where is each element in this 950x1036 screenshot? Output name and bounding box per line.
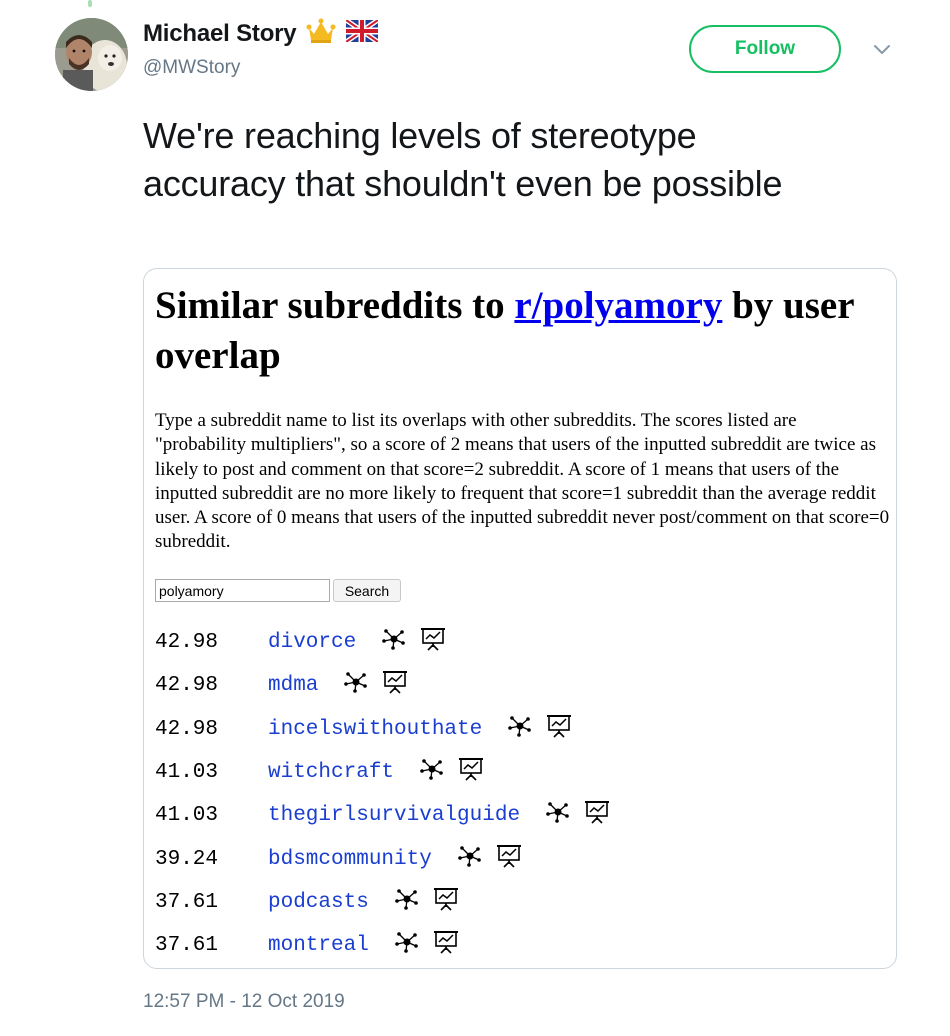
result-row: [155, 881, 623, 924]
presentation-chart-icon[interactable]: [420, 627, 446, 658]
tweet-timestamp[interactable]: 12:57 PM - 12 Oct 2019: [143, 991, 345, 1012]
result-row: [155, 794, 623, 837]
result-actions: [507, 714, 585, 745]
network-graph-icon[interactable]: [343, 671, 369, 700]
result-subreddit-link[interactable]: thegirlsurvivalguide: [268, 804, 521, 828]
author-display-name[interactable]: Michael Story: [143, 19, 297, 47]
follow-button[interactable]: Follow: [689, 25, 841, 73]
presentation-chart-icon[interactable]: [496, 844, 522, 875]
result-actions: [545, 800, 623, 831]
result-row: [155, 837, 623, 880]
result-actions: [343, 670, 421, 701]
network-graph-icon[interactable]: [381, 628, 407, 657]
presentation-chart-icon[interactable]: [584, 800, 610, 831]
result-score: 39.24: [155, 847, 219, 871]
author-name-row: [143, 18, 378, 49]
avatar[interactable]: [55, 18, 128, 91]
card-description: Type a subreddit name to list its overlaps with other subreddits. The scores listed are "probability multipliers", so a score of 2 means that users of the inputted subreddit are twice as likely to post and comment on that score=2 subreddit. A score of 1 means that users of the inputted subreddit are no more likely to frequent that score=1 subreddit than the average reddit user. A score of 0 means that users of the inputted subreddit never post/comment on that score=0 subreddit.: [155, 410, 890, 553]
result-row: [155, 751, 623, 794]
result-actions: [394, 887, 472, 918]
presentation-chart-icon[interactable]: [458, 757, 484, 788]
result-actions: [394, 930, 472, 961]
result-subreddit-link[interactable]: divorce: [268, 631, 357, 655]
card-title-prefix: Similar subreddits to: [155, 284, 515, 327]
network-graph-icon[interactable]: [457, 845, 483, 874]
presentation-chart-icon[interactable]: [546, 714, 572, 745]
results-list: [155, 621, 623, 967]
presentation-chart-icon[interactable]: [433, 887, 459, 918]
result-row: [155, 621, 623, 664]
subreddit-search-input[interactable]: [155, 579, 330, 602]
thread-connector-line: [88, 0, 92, 7]
result-row: [155, 708, 623, 751]
result-actions: [381, 627, 459, 658]
result-row: [155, 924, 623, 967]
network-graph-icon[interactable]: [394, 931, 420, 960]
network-graph-icon[interactable]: [394, 888, 420, 917]
result-subreddit-link[interactable]: incelswithouthate: [268, 717, 483, 741]
card-title: [155, 281, 875, 381]
result-subreddit-link[interactable]: montreal: [268, 934, 369, 958]
network-graph-icon[interactable]: [419, 758, 445, 787]
result-score: 37.61: [155, 934, 219, 958]
crown-emoji-icon: [306, 18, 336, 49]
card-title-suffix: by user overlap: [155, 284, 854, 377]
avatar-photo: [55, 18, 128, 91]
polyamory-subreddit-link[interactable]: r/polyamory: [514, 284, 723, 327]
network-graph-icon[interactable]: [507, 715, 533, 744]
result-score: 41.03: [155, 804, 219, 828]
result-score: 42.98: [155, 717, 219, 741]
presentation-chart-icon[interactable]: [382, 670, 408, 701]
result-actions: [457, 844, 535, 875]
result-subreddit-link[interactable]: podcasts: [268, 890, 369, 914]
embedded-screenshot-card[interactable]: [143, 268, 897, 969]
result-row: [155, 664, 623, 707]
result-score: 41.03: [155, 761, 219, 785]
search-button[interactable]: Search: [333, 579, 401, 602]
result-score: 42.98: [155, 674, 219, 698]
result-subreddit-link[interactable]: mdma: [268, 674, 319, 698]
result-subreddit-link[interactable]: bdsmcommunity: [268, 847, 432, 871]
author-handle[interactable]: @MWStory: [143, 57, 241, 78]
result-actions: [419, 757, 497, 788]
uk-flag-icon: [346, 20, 378, 47]
result-subreddit-link[interactable]: witchcraft: [268, 761, 395, 785]
result-score: 42.98: [155, 631, 219, 655]
network-graph-icon[interactable]: [545, 801, 571, 830]
result-score: 37.61: [155, 890, 219, 914]
presentation-chart-icon[interactable]: [433, 930, 459, 961]
chevron-down-icon[interactable]: [872, 42, 892, 56]
tweet-text: We're reaching levels of stereotype accuracy that shouldn't even be possible: [143, 115, 783, 204]
